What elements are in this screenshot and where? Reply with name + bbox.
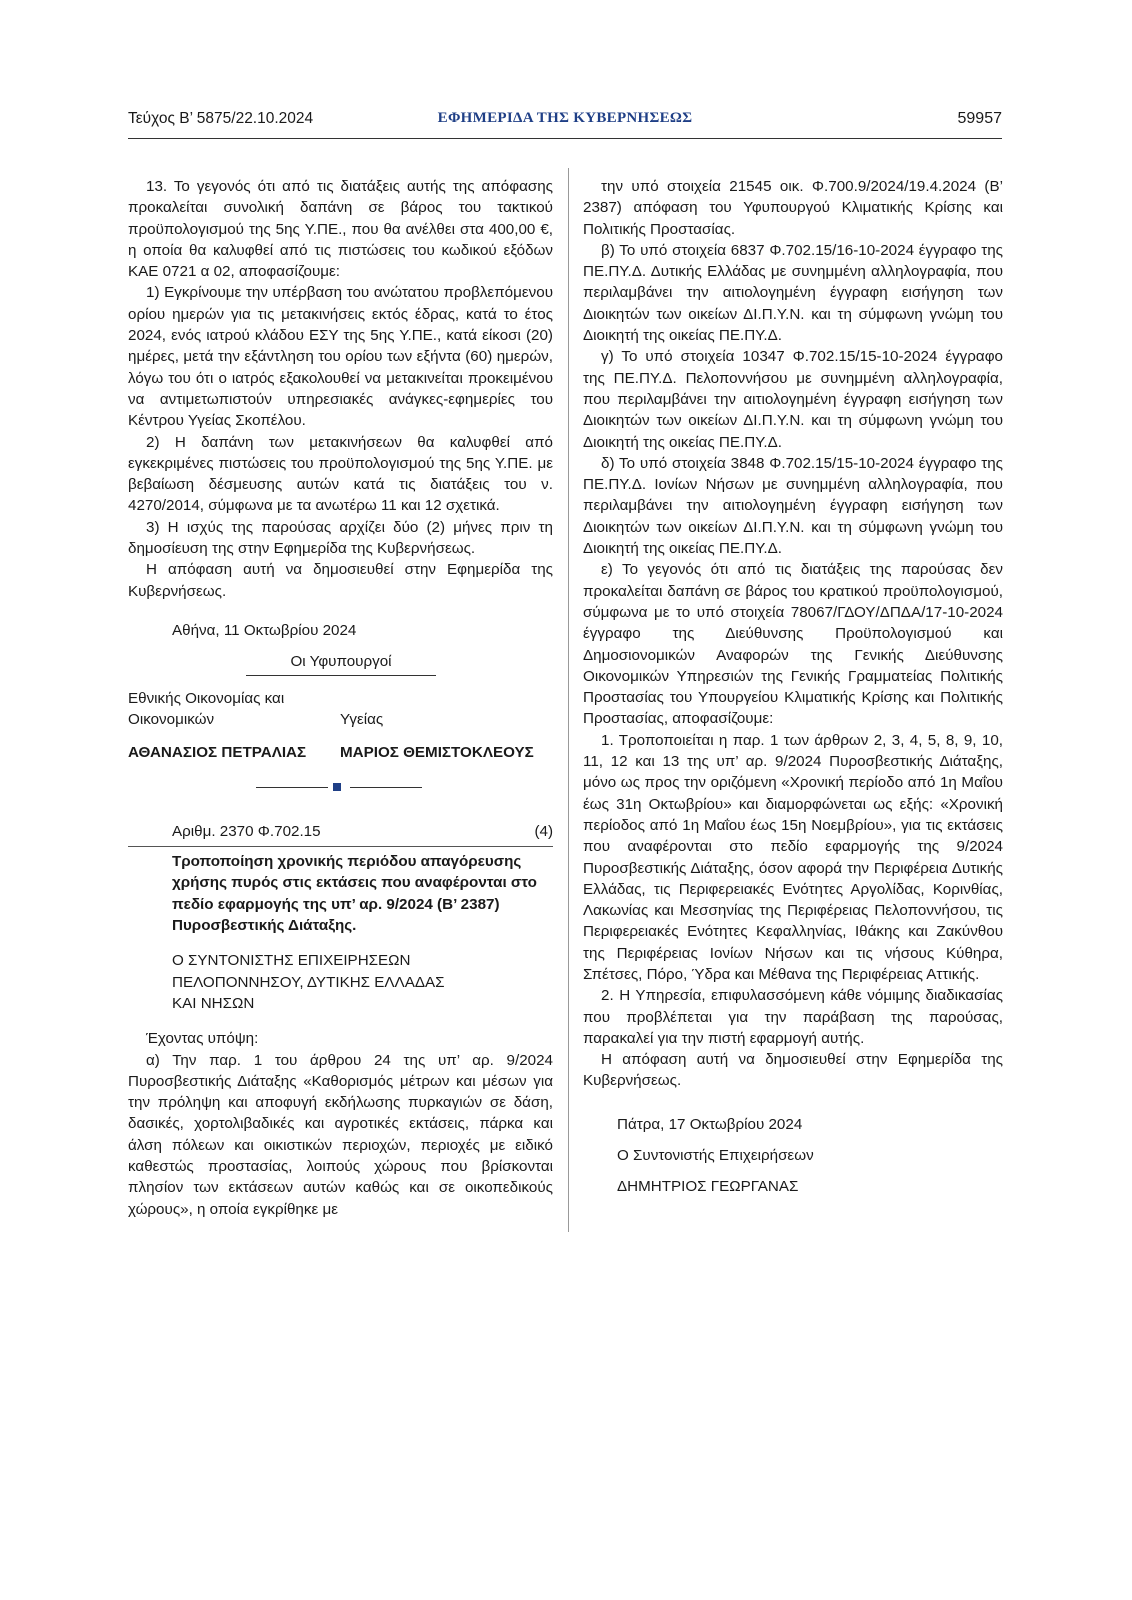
issue-label: Τεύχος Β’ 5875/22.10.2024 <box>128 110 314 127</box>
column-divider <box>568 168 569 1232</box>
issuing-authority <box>172 950 553 1014</box>
paragraph: 1) Εγκρίνουμε την υπέρβαση του ανώτατου προβλεπόμενου ορίου ημερών για τις μετακινήσεις εκτός έδρας, κατά το έτος 2024, ενός ιατρού κλάδου ΕΣΥ της 5ης Υ.ΠΕ., κατά είκοσι (20) ημέρες, μετά την εξάντληση του ορίου των εξήντα (60) ημερών, λόγω του ότι ο ιατρός εξακολουθεί να μετακινείται προκειμένου να αντιμετωπιστούν υπηρεσιακές ανάγκες-εφημερίες του Κέντρου Υγείας Σκοπέλου. <box>128 284 553 430</box>
signature-block <box>583 1114 1003 1198</box>
paragraph: 2. Η Υπηρεσία, επιφυλασσόμενη κάθε νόμιμης διαδικασίας που προβλέπεται για την παράβαση της παρούσας, παρακαλεί για την πιστή εφαρμογή αυτής. <box>583 987 1003 1047</box>
paragraph: Η απόφαση αυτή να δημοσιευθεί στην Εφημερίδα της Κυβερνήσεως. <box>583 1051 1003 1090</box>
signer-name: ΔΗΜΗΤΡΙΟΣ ΓΕΩΡΓΑΝΑΣ <box>617 1178 799 1196</box>
signers-title: Οι Υφυπουργοί <box>246 651 436 675</box>
section-separator <box>128 777 553 797</box>
signer-name: ΑΘΑΝΑΣΙΟΣ ΠΕΤΡΑΛΙΑΣ <box>128 743 307 761</box>
paragraph: 2) Η δαπάνη των μετακινήσεων θα καλυφθεί από εγκεκριμένες πιστώσεις του προϋπολογισμού της 5ης Υ.ΠΕ. με βεβαίωση δέσμευσης αυτών κατά τις διατάξεις του ν. 4270/2014, σύμφωνα με τα ανωτέρω 11 και 12 σχετικά. <box>128 433 553 515</box>
authority-line: ΠΕΛΟΠΟΝΝΗΣΟΥ, ΔΥΤΙΚΗΣ ΕΛΛΑΔΑΣ <box>172 973 445 991</box>
signing-date: Αθήνα, 11 Οκτωβρίου 2024 <box>172 621 357 639</box>
signing-date: Πάτρα, 17 Οκτωβρίου 2024 <box>617 1115 803 1133</box>
decision-heading <box>128 821 553 847</box>
authority-line: Ο ΣΥΝΤΟΝΙΣΤΗΣ ΕΠΙΧΕΙΡΗΣΕΩΝ <box>172 952 411 970</box>
paragraph: 3) Η ισχύς της παρούσας αρχίζει δύο (2) μήνες πριν τη δημοσίευση της στην Εφημερίδα της Κυβερνήσεως. <box>128 518 553 558</box>
page-number: 59957 <box>957 110 1002 127</box>
paragraph: την υπό στοιχεία 21545 οικ. Φ.700.9/2024/19.4.2024 (Β’ 2387) απόφαση του Υφυπουργού Κλιματικής Κρίσης και Πολιτικής Προστασίας. <box>583 178 1003 238</box>
left-column <box>128 176 553 1220</box>
authority-line: ΚΑΙ ΝΗΣΩΝ <box>172 994 255 1012</box>
separator-square-icon <box>333 783 341 791</box>
gazette-title: ΕΦΗΜΕΡΙΔΑ ΤΗΣ ΚΥΒΕΡΝΗΣΕΩΣ <box>437 110 693 126</box>
decision-number: Αριθμ. 2370 Φ.702.15 <box>172 822 321 840</box>
paragraph: α) Την παρ. 1 του άρθρου 24 της υπ’ αρ. 9/2024 Πυροσβεστικής Διάταξης «Καθορισμός μέτρων και μέσων για την πρόληψη και αποφυγή εκδήλωσης πυρκαγιών σε δάση, δασικές, χορτολιβαδικές και αγροτικές εκτάσεις, πάρκα και άλση πόλεων και οικιστικών περιοχών, περιοχές με ειδικό καθεστώς προστασίας, λοιπούς χώρους που βρίσκονται πλησίον των εκτάσεων αυτών καθώς και σε οικοπεδικούς χώρους», η οποία εγκρίθηκε με <box>128 1051 553 1218</box>
paragraph: 13. Το γεγονός ότι από τις διατάξεις αυτής της απόφασης προκαλείται συνολική δαπάνη σε βάρος του τακτικού προϋπολογισμού της 5ης Υ.ΠΕ., που θα ανέλθει στα 400,00 €, η οποία θα καλυφθεί από τις πιστώσεις του κωδικού εξόδων ΚΑΕ 0721 α 02, αποφασίζουμε: <box>128 178 553 281</box>
decision-title: Τροποποίηση χρονικής περιόδου απαγόρευσης χρήσης πυρός στις εκτάσεις που αναφέρονται στο πεδίο εφαρμογής της υπ’ αρ. 9/2024 (Β’ 2387) Πυροσβεστικής Διάταξης. <box>172 853 537 935</box>
paragraph: ε) Το γεγονός ότι από τις διατάξεις της παρούσας δεν προκαλείται δαπάνη σε βάρος του κρατικού προϋπολογισμού, σύμφωνα με το υπό στοιχεία 78067/ΓΔΟΥ/ΔΠΔΑ/17-10-2024 έγγραφο της Διεύθυνσης Προϋπολογισμού και Δημοσιονομικών Αναφορών της Γενικής Διεύθυνσης Οικονομικών Υπηρεσιών της Γενικής Γραμματείας Πολιτικής Προστασίας του Υπουργείου Κλιματικής Κρίσης και Πολιτικής Προστασίας, αποφασίζουμε: <box>583 561 1003 728</box>
paragraph: β) Το υπό στοιχεία 6837 Φ.702.15/16-10-2024 έγγραφο της ΠΕ.ΠΥ.Δ. Δυτικής Ελλάδας με συνημμένη αλληλογραφία, που περιλαμβάνει την αιτιολογημένη έγγραφη εισήγηση των Διοικητών των οικείων ΔΙ.Π.Υ.Ν. και τη σύμφωνη γνώμη του Διοικητή της οικείας ΠΕ.ΠΥ.Δ. <box>583 241 1003 345</box>
paragraph: δ) Το υπό στοιχεία 3848 Φ.702.15/15-10-2024 έγγραφο της ΠΕ.ΠΥ.Δ. Ιονίων Νήσων με συνημμένη αλληλογραφία, που περιλαμβάνει την αιτιολογημένη έγγραφη εισήγηση των Διοικητών των οικείων ΔΙ.Π.Υ.Ν. και τη σύμφωνη γνώμη του Διοικητή της οικείας ΠΕ.ΠΥ.Δ. <box>583 454 1003 558</box>
signer-role: Υγείας <box>340 710 384 728</box>
signer-role: Εθνικής Οικονομίας και Οικονομικών <box>128 689 285 728</box>
paragraph: 1. Τροποποιείται η παρ. 1 των άρθρων 2, 3, 4, 5, 8, 9, 10, 11, 12 και 13 της υπ’ αρ. 9/2024 Πυροσβεστικής Διάταξης, μόνο ως προς την οριζόμενη «Χρονική περίοδο από 1η Μαΐου έως 31η Οκτωβρίου» και διαμορφώνεται ως εξής: «Χρονική περίοδος από 1η Μαΐου έως 15η Νοεμβρίου», για τις εκτάσεις που αναφέρονται στο πεδίο εφαρμογής της 9/2024 Πυροσβεστικής Διάταξης, όσον αφορά την Περιφέρεια Δυτικής Ελλάδας, τις Περιφερειακές Ενότητες Αργολίδας, Κορινθίας, Λακωνίας και Μεσσηνίας της Περιφέρειας Πελοποννήσου, τις Περιφερειακές Ενότητες Κεφαλληνίας, Ιθάκης και Ζακύνθου της Περιφέρειας Ιονίων Νήσων και τις νήσους Κύθηρα, Σπέτσες, Πόρο, Ύδρα και Μέθανα της Περιφέρειας Αττικής. <box>583 731 1003 983</box>
signer-name: ΜΑΡΙΟΣ ΘΕΜΙΣΤΟΚΛΕΟΥΣ <box>340 743 534 761</box>
considering-label: Έχοντας υπόψη: <box>146 1030 259 1048</box>
decision-index: (4) <box>534 822 553 840</box>
header-divider <box>128 138 1002 139</box>
paragraph: Η απόφαση αυτή να δημοσιευθεί στην Εφημερίδα της Κυβερνήσεως. <box>128 561 553 600</box>
paragraph: γ) Το υπό στοιχεία 10347 Φ.702.15/15-10-2024 έγγραφο της ΠΕ.ΠΥ.Δ. Πελοποννήσου με συνημμένη αλληλογραφία, που περιλαμβάνει την αιτιολογημένη έγγραφη εισήγηση των Διοικητών των οικείων ΔΙ.Π.Υ.Ν. και τη σύμφωνη γνώμη του Διοικητή της οικείας ΠΕ.ΠΥ.Δ. <box>583 348 1003 451</box>
page-header <box>128 110 1002 136</box>
signatures <box>128 688 553 763</box>
right-column <box>583 176 1003 1198</box>
signer-role: Ο Συντονιστής Επιχειρήσεων <box>617 1147 814 1165</box>
